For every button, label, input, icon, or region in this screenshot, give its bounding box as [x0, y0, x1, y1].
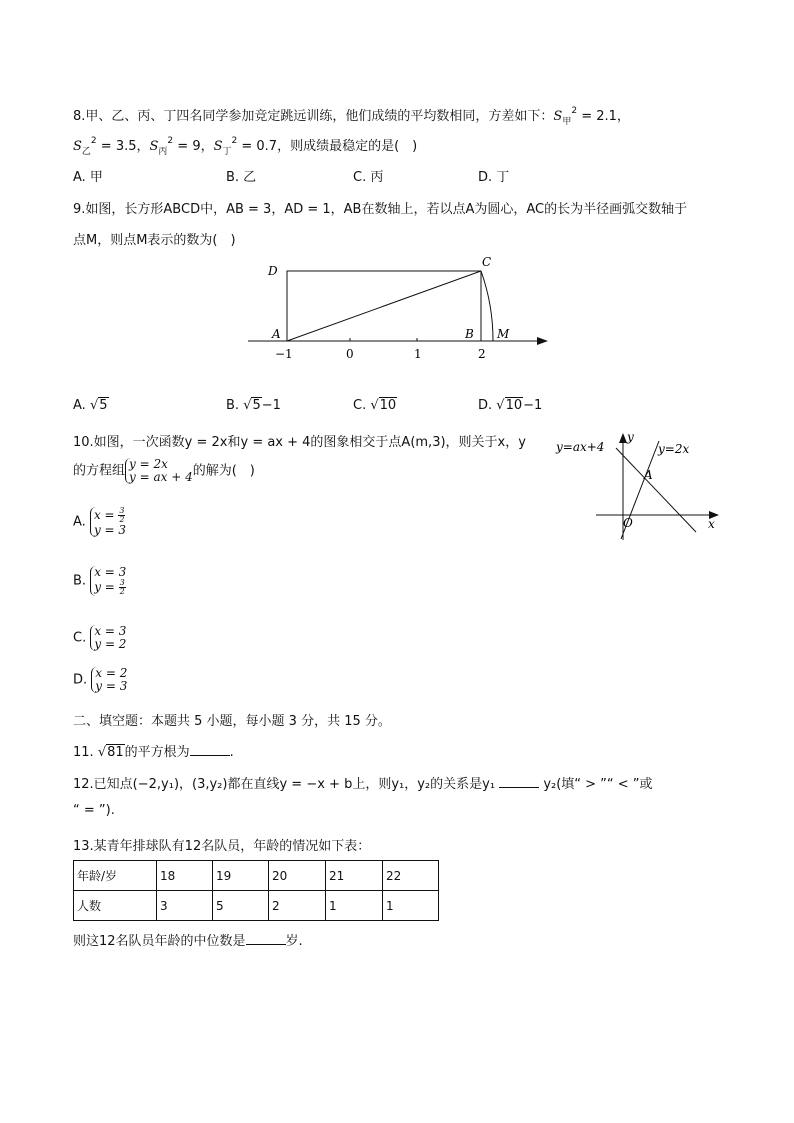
q8-stem: 8.甲、乙、丙、丁四名同学参加竞定跳远训练，他们成绩的平均数相同，方差如下：: [73, 109, 554, 124]
q8-sub-ding: 丁: [222, 147, 232, 157]
q13-answer-blank[interactable]: [246, 944, 286, 945]
q8-val-jia: = 2.1，: [577, 109, 630, 124]
table-row: 年龄/岁 18 19 20 21 22: [74, 861, 439, 891]
svg-text:y=ax+4: y=ax+4: [556, 440, 605, 454]
age-table: [73, 860, 439, 921]
q9-option-c[interactable]: C. √10: [353, 398, 397, 413]
svg-text:O: O: [623, 516, 633, 530]
svg-text:y=2x: y=2x: [658, 442, 690, 456]
q8-val-ding: = 0.7: [237, 139, 278, 154]
q9-figure: [240, 250, 560, 365]
q10-system: y = 2x y = ax + 4: [125, 458, 193, 484]
label-D: D: [268, 264, 278, 278]
q10-option-b[interactable]: B. x = 3 y = $\frac{3}{2}$: [73, 565, 127, 596]
label-M: M: [497, 327, 510, 341]
q8-stem-end: ，则成绩最稳定的是( ): [277, 139, 418, 154]
tick-0: 0: [346, 347, 354, 361]
q12-line1: 12.已知点(−2,y₁)，(3,y₂)都在直线y = −x + b上，则y₁，y₂的关系是y₁ y₂(填“ > ”“ < ”或: [73, 777, 653, 792]
section-2-heading: 二、填空题：本题共 5 小题，每小题 3 分，共 15 分。: [73, 714, 391, 729]
q8-val-bing: = 9，: [173, 139, 214, 154]
q11-answer-blank[interactable]: [190, 755, 230, 756]
q8-option-d[interactable]: D. 丁: [478, 170, 510, 185]
q13-line1: 13.某青年排球队有12名队员，年龄的情况如下表：: [73, 839, 371, 854]
q8-sub-jia: 甲: [562, 117, 572, 127]
q9-line2: 点M，则点M表示的数为( ): [73, 233, 236, 248]
q10-graph: [553, 425, 728, 545]
q10-option-d[interactable]: D. x = 2 y = 3: [73, 666, 128, 693]
q13-after: 则这12名队员年龄的中位数是 岁.: [73, 934, 303, 949]
svg-text:x: x: [708, 517, 715, 531]
tick-neg1: −1: [275, 347, 293, 361]
q8-option-a[interactable]: A. 甲: [73, 170, 103, 185]
tick-1: 1: [414, 347, 422, 361]
label-A: A: [272, 327, 281, 341]
q8-option-b[interactable]: B. 乙: [226, 170, 257, 185]
svg-text:A: A: [644, 468, 653, 482]
q8-line1: 8.甲、乙、丙、丁四名同学参加竞定跳远训练，他们成绩的平均数相同，方差如下：$S_甲^2 = 2.1$，: [73, 106, 630, 127]
q8-option-c[interactable]: C. 丙: [353, 170, 384, 185]
q12-answer-blank[interactable]: [499, 787, 539, 788]
q10-option-c[interactable]: C. x = 3 y = 2: [73, 624, 127, 651]
q8-val-yi: = 3.5，: [96, 139, 150, 154]
q11: 11. √81的平方根为 .: [73, 745, 234, 760]
table-row: 人数 3 5 2 1 1: [74, 891, 439, 921]
q8-line2: $S_乙^2 = 3.5$，$S_丙^2 = 9$，$S_丁^2 = 0.7$，则成绩最稳定的是( ): [73, 136, 418, 157]
q10-line2: 的方程组 y = 2x y = ax + 4的解为( ): [73, 457, 255, 484]
q9-option-b[interactable]: B. √5−1: [226, 398, 281, 413]
q12-line2: “ = ”).: [73, 803, 115, 818]
q10-line1: 10.如图，一次函数y = 2x和y = ax + 4的图象相交于点A(m,3)，则关于x，y: [73, 435, 526, 450]
q9-option-a[interactable]: A. √5: [73, 398, 108, 413]
q10-option-a[interactable]: A. x = $\frac{3}{2}$ y = 3: [73, 506, 127, 537]
label-B: B: [465, 327, 474, 341]
q8-sub-yi: 乙: [81, 147, 91, 157]
tick-2: 2: [478, 347, 486, 361]
q8-sub-bing: 丙: [158, 147, 168, 157]
svg-text:y: y: [627, 430, 634, 444]
q9-line1: 9.如图，长方形ABCD中，AB = 3，AD = 1，AB在数轴上，若以点A为圆心，AC的长为半径画弧交数轴于: [73, 202, 688, 217]
q9-option-d[interactable]: D. √10−1: [478, 398, 543, 413]
label-C: C: [482, 255, 492, 269]
